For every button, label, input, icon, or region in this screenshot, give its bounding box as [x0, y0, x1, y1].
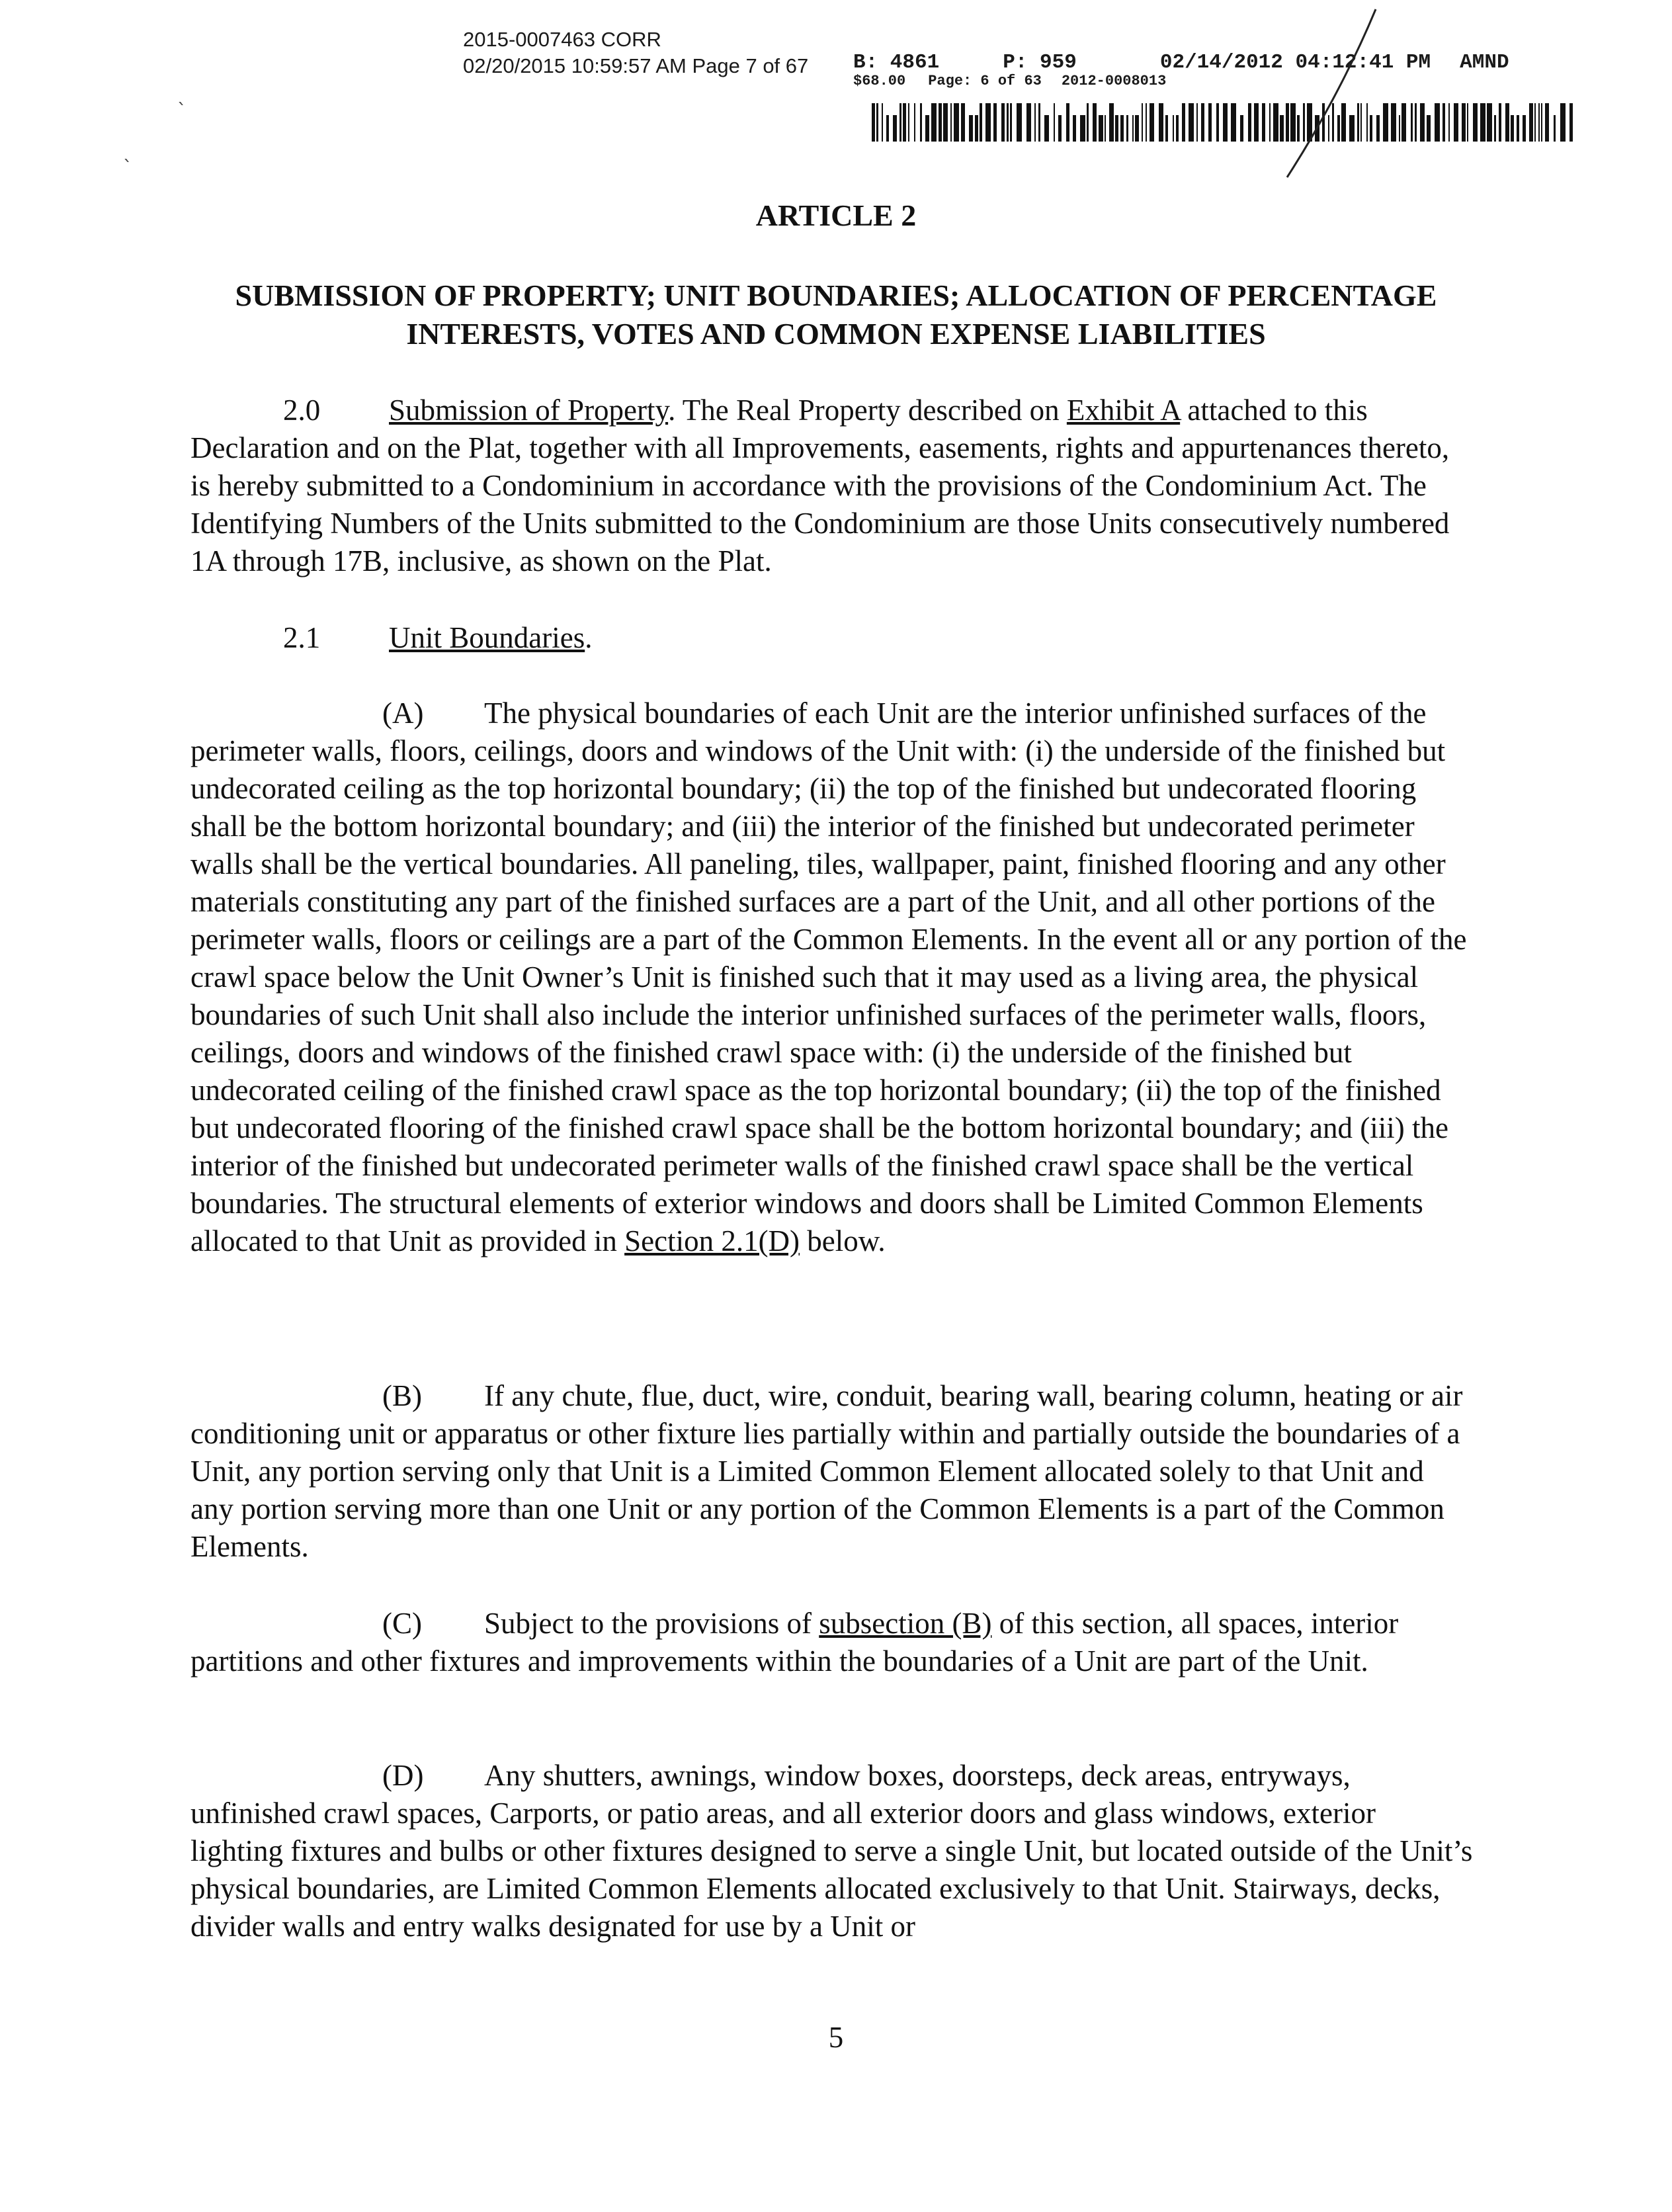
section-number: 2.1: [283, 621, 321, 654]
subsection-b-paragraph: [190, 1377, 1474, 1566]
page-number-stamp: P: 959: [1003, 51, 1077, 74]
article-subtitle: SUBMISSION OF PROPERTY; UNIT BOUNDARIES; ALLOCATION OF PERCENTAGE INTERESTS, VOTES AND COMMON EXPENSE LIABILITIES: [235, 278, 1437, 351]
barcode-image: [872, 103, 1573, 142]
document-type: AMND: [1460, 51, 1509, 74]
subsection-label: (D): [382, 1759, 424, 1792]
scan-speck: ˋ: [177, 99, 187, 121]
section-2-0-paragraph: [190, 392, 1474, 580]
section-text: . The Real Property described on: [668, 394, 1067, 427]
book-number: B: 4861: [853, 51, 940, 74]
heading-period: .: [585, 621, 593, 654]
recording-fee: $68.00: [853, 73, 906, 89]
section-text: attached to this Declaration and on the Plat, together with all Improvements, easements, rights and appurtenances thereto, is hereby submitted to a Condominium in accordance with the provisions of the Condominium Act. The Identifying Numbers of the Units submitted to the Condominium are those Units consecutively numbered 1A through 17B, inclusive, as shown on the Plat.: [190, 394, 1450, 577]
section-heading: Unit Boundaries: [389, 621, 585, 654]
stamp-page-of: Page: 6 of 63: [928, 73, 1042, 89]
recording-stamp-right: [853, 53, 1509, 90]
article-title: ARTICLE 2: [755, 198, 917, 232]
scan-speck: ˋ: [123, 156, 132, 178]
recording-timestamp: 02/20/2015 10:59:57 AM Page 7 of 67: [463, 54, 809, 77]
section-heading: Submission of Property: [389, 394, 669, 427]
subsection-text: Subject to the provisions of: [484, 1607, 819, 1640]
subsection-a-paragraph: [190, 695, 1474, 1260]
section-number: 2.0: [283, 394, 321, 427]
section-2-1-d-reference: Section 2.1(D): [624, 1224, 800, 1257]
section-2-1-heading: [190, 619, 1474, 657]
subsection-label: (A): [382, 697, 424, 730]
subsection-label: (C): [382, 1607, 422, 1640]
subsection-text: If any chute, flue, duct, wire, conduit, bearing wall, bearing column, heating or air conditioning unit or apparatus or other fixture lies partially within and partially outside the boundaries of a Unit, any portion serving only that Unit is a Limited Common Element allocated solely to that Unit and any portion serving more than one Unit or any portion of the Common Elements is a part of the Common Elements.: [190, 1379, 1463, 1563]
recorded-time: 04:12:41 PM: [1295, 51, 1431, 74]
document-id: 2015-0007463 CORR: [463, 28, 661, 51]
subsection-text-end: below.: [800, 1224, 886, 1257]
reception-number: 2012-0008013: [1061, 73, 1167, 89]
subsection-b-reference: subsection (B): [819, 1607, 992, 1640]
subsection-text: The physical boundaries of each Unit are the interior unfinished surfaces of the perimeter walls, floors, ceilings, doors and windows of the Unit with: (i) the underside of the finished but undecorated ceiling as the top horizontal boundary; (ii) the top of the finished but undecorated flooring shall be the bottom horizontal boundary; and (iii) the interior of the finished but undecorated perimeter walls shall be the vertical boundaries. All paneling, tiles, wallpaper, paint, finished flooring and any other materials constituting any part of the finished surfaces are a part of the Unit, and all other portions of the perimeter walls, floors or ceilings are a part of the Common Elements. In the event all or any portion of the crawl space below the Unit Owner’s Unit is finished such that it may used as a living area, the physical boundaries of such Unit shall also include the interior unfinished surfaces of the perimeter walls, floors, ceilings, doors and windows of the finished crawl space with: (i) the underside of the finished but undecorated ceiling of the finished crawl space as the top horizontal boundary; (ii) the top of the finished but undecorated flooring of the finished crawl space shall be the bottom horizontal boundary; and (iii) the interior of the finished but undecorated perimeter walls of the finished crawl space shall be the vertical boundaries. The structural elements of exterior windows and doors shall be Limited Common Elements allocated to that Unit as provided in: [190, 697, 1467, 1257]
recorded-date: 02/14/2012: [1159, 51, 1283, 74]
subsection-text: of this section, all spaces, interior partitions and other fixtures and improvements within the boundaries of a Unit are part of the Unit.: [190, 1607, 1399, 1678]
subsection-c-paragraph: [190, 1605, 1474, 1680]
subsection-text: Any shutters, awnings, window boxes, doorsteps, deck areas, entryways, unfinished crawl spaces, Carports, or patio areas, and all exterior doors and glass windows, exterior lighting fixtures and bulbs or other fixtures designed to serve a single Unit, but located outside of the Unit’s physical boundaries, are Limited Common Elements allocated exclusively to that Unit. Stairways, decks, divider walls and entry walks designated for use by a Unit or: [190, 1759, 1473, 1943]
recording-stamp-left: [463, 26, 808, 79]
page-number: 5: [828, 2021, 844, 2054]
subsection-label: (B): [382, 1379, 422, 1412]
subsection-d-paragraph: [190, 1757, 1474, 1945]
exhibit-a-reference: Exhibit A: [1066, 394, 1181, 427]
